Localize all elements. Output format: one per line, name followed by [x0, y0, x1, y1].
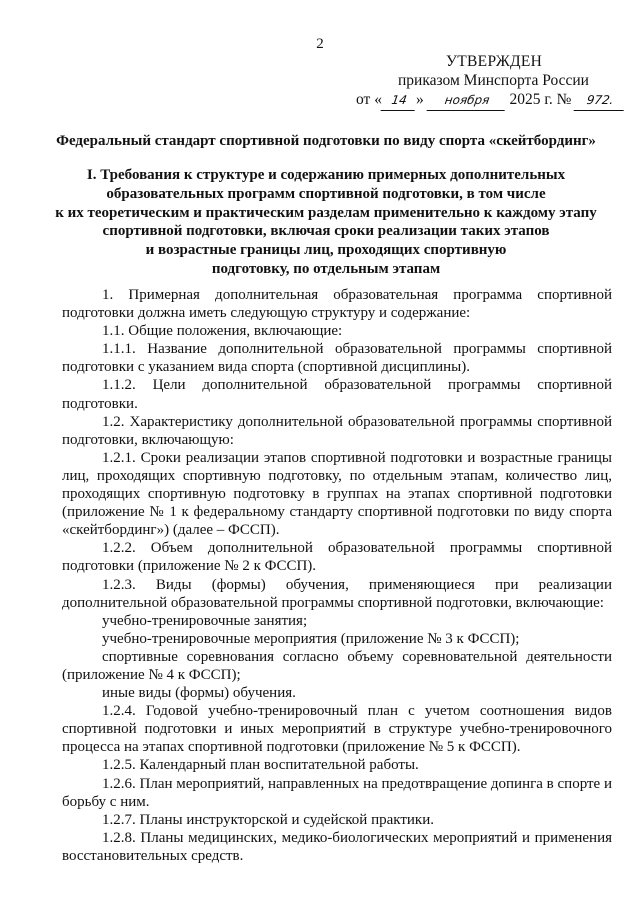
paragraph: 1.2. Характеристику дополнительной образовательной программы спортивной подготовки, включающую:: [62, 413, 612, 448]
date-prefix: от «: [356, 91, 382, 108]
section-title-line: спортивной подготовки, включая сроки реализации таких этапов: [102, 223, 550, 240]
paragraph: 1.2.1. Сроки реализации этапов спортивной подготовки и возрастные границы лиц, проходящих спортивную подготовку, по отдельным этапам, количество лиц, проходящих спортивную подготовку в группах на этапах спортивной подготовки (приложение № 1 к федеральному стандарту спортивной подготовки по виду спорта «скейтбординг») (далее – ФССП).: [62, 449, 612, 539]
approved-label: УТВЕРЖДЕН: [446, 53, 543, 70]
handwritten-month: ноября: [426, 91, 507, 111]
paragraph: иные виды (формы) обучения.: [102, 685, 296, 702]
date-year-number: 2025 г. №: [509, 91, 572, 108]
approval-date-line: [356, 90, 626, 111]
paragraph: 1.1. Общие положения, включающие:: [102, 323, 343, 340]
paragraph: учебно-тренировочные занятия;: [102, 612, 308, 629]
date-day-suffix: »: [415, 91, 424, 108]
paragraph: спортивные соревнования согласно объему соревновательной деятельности (приложение № 4 к ФССП);: [62, 648, 612, 683]
standard-title: Федеральный стандарт спортивной подготовки по виду спорта «скейтбординг»: [56, 133, 596, 149]
section-title-line: образовательных программ спортивной подготовки, в том числе: [106, 185, 546, 202]
approved-by-order: приказом Минспорта России: [398, 72, 589, 89]
paragraph: 1. Примерная дополнительная образовательная программа спортивной подготовки должна иметь следующую структуру и содержание:: [62, 287, 612, 322]
paragraph: 1.2.3. Виды (формы) обучения, применяющиеся при реализации дополнительной образовательной программы спортивной подготовки, включающие:: [62, 576, 612, 611]
handwritten-day: 14: [381, 91, 418, 111]
paragraph: 1.2.6. План мероприятий, направленных на предотвращение допинга в спорте и борьбу с ним.: [62, 775, 612, 810]
paragraph: 1.2.7. Планы инструкторской и судейской практики.: [102, 811, 434, 828]
paragraph: 1.2.8. Планы медицинских, медико-биологических мероприятий и применения восстановительных средств.: [62, 829, 612, 864]
body-text: [62, 286, 612, 865]
section-title-line: подготовку, по отдельным этапам: [211, 260, 441, 277]
paragraph: 1.1.2. Цели дополнительной образовательной программы спортивной подготовки.: [62, 377, 612, 412]
approval-stamp: [356, 52, 626, 111]
page-number: 2: [316, 36, 324, 52]
paragraph: учебно-тренировочные мероприятия (приложение № 3 к ФССП);: [102, 630, 520, 647]
section-title-line: I. Требования к структуре и содержанию примерных дополнительных: [86, 167, 566, 183]
paragraph: 1.2.5. Календарный план воспитательной работы.: [102, 757, 419, 774]
handwritten-order-number: 972.: [574, 91, 627, 111]
paragraph: 1.1.1. Название дополнительной образовательной программы спортивной подготовки с указанием вида спорта (спортивной дисциплины).: [62, 341, 612, 376]
section-title-line: к их теоретическим и практическим разделам применительно к каждому этапу: [55, 204, 597, 221]
section-title: [40, 166, 612, 279]
paragraph: 1.2.4. Годовой учебно-тренировочный план с учетом соотношения видов спортивной подготовки и иных мероприятий в структуре учебно-тренировочного процесса на этапах спортивной подготовки (приложение № 5 к ФССП).: [62, 703, 612, 756]
paragraph: 1.2.2. Объем дополнительной образовательной программы спортивной подготовки (приложение № 2 к ФССП).: [62, 540, 612, 575]
section-title-line: и возрастные границы лиц, проходящих спортивную: [145, 242, 507, 259]
